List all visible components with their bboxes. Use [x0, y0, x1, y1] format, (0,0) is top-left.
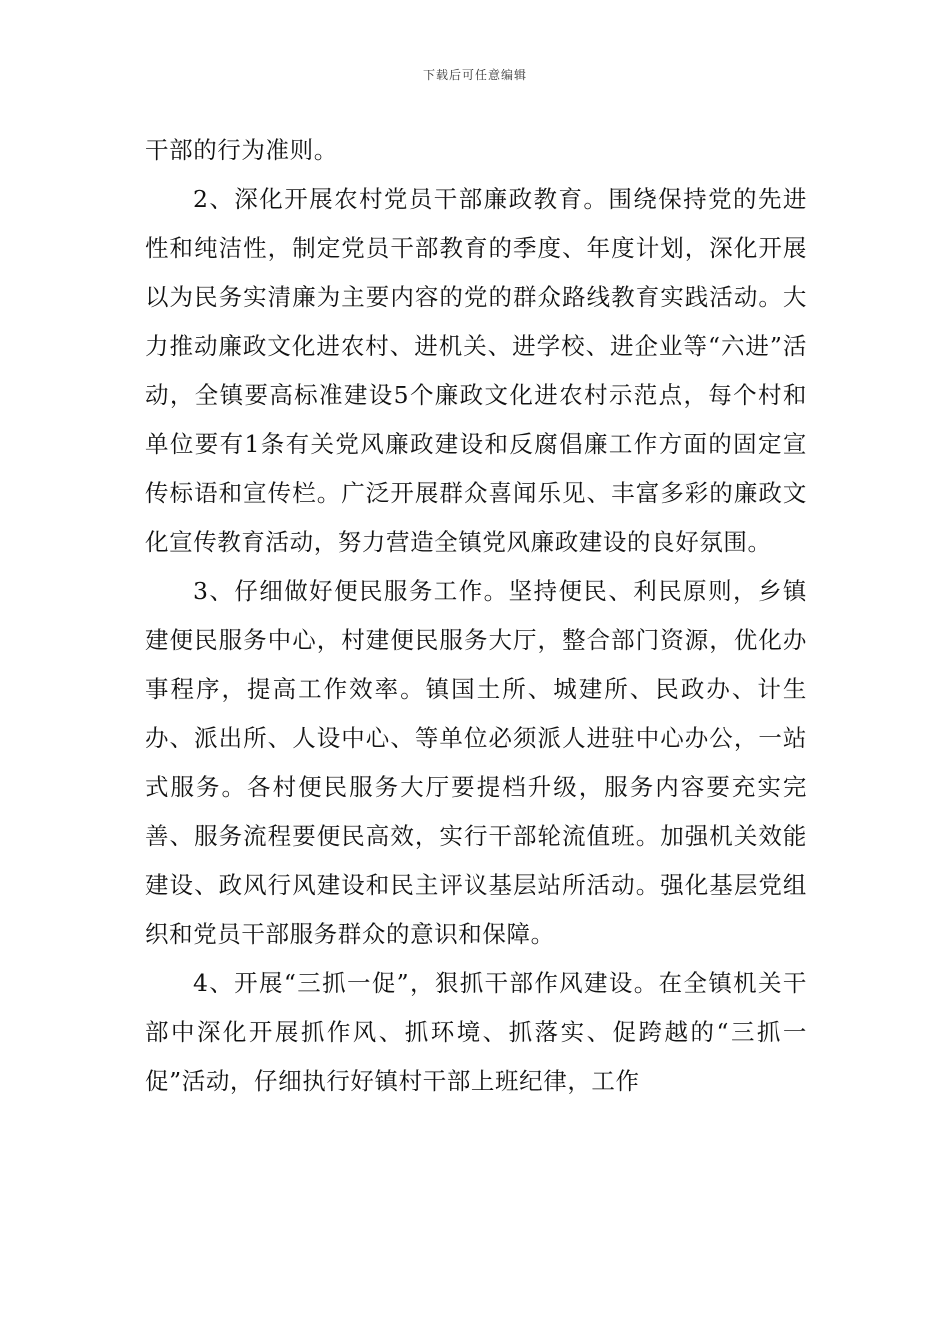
- paragraph-item-2: 2、深化开展农村党员干部廉政教育。围绕保持党的先进性和纯洁性，制定党员干部教育的季度、年度计划，深化开展以为民务实清廉为主要内容的党的群众路线教育实践活动。大力推动廉政文化进农村、进机关、进学校、进企业等“六进”活动，全镇要高标准建设5个廉政文化进农村示范点，每个村和单位要有1条有关党风廉政建设和反腐倡廉工作方面的固定宣传标语和宣传栏。广泛开展群众喜闻乐见、丰富多彩的廉政文化宣传教育活动，努力营造全镇党风廉政建设的良好氛围。: [145, 185, 807, 556]
- document-body: [145, 126, 807, 1106]
- paragraph-item-3: 3、仔细做好便民服务工作。坚持便民、利民原则，乡镇建便民服务中心，村建便民服务大厅，整合部门资源，优化办事程序，提高工作效率。镇国土所、城建所、民政办、计生办、派出所、人设中心、等单位必须派人进驻中心办公，一站式服务。各村便民服务大厅要提档升级，服务内容要充实完善、服务流程要便民高效，实行干部轮流值班。加强机关效能建设、政风行风建设和民主评议基层站所活动。强化基层党组织和党员干部服务群众的意识和保障。: [145, 577, 807, 948]
- page-header: 下载后可任意编辑: [422, 68, 527, 82]
- paragraph-continuation: 干部的行为准则。: [145, 136, 338, 164]
- paragraph-item-4: 4、开展“三抓一促”，狠抓干部作风建设。在全镇机关干部中深化开展抓作风、抓环境、抓落实、促跨越的“三抓一促”活动，仔细执行好镇村干部上班纪律，工作: [145, 969, 807, 1095]
